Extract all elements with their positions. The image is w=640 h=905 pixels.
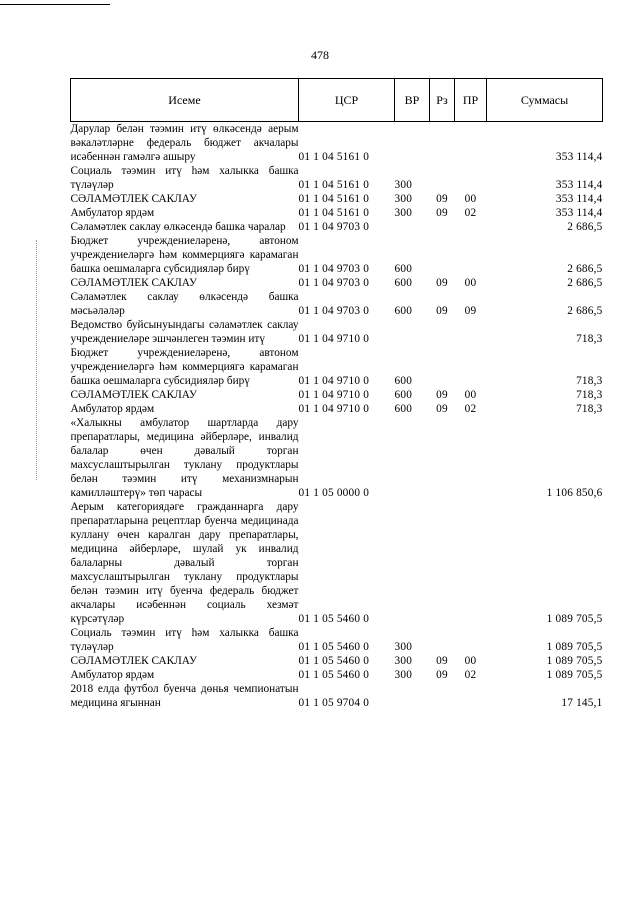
row-sum: 1 089 705,5 — [546, 641, 603, 653]
row-sum: 718,3 — [576, 333, 603, 345]
row-sum: 353 114,4 — [555, 179, 603, 191]
row-rz: 09 — [436, 655, 448, 667]
row-csr: 01 1 04 9710 0 — [298, 375, 370, 387]
row-sum: 353 114,4 — [555, 193, 603, 205]
header-csr: ЦСР — [299, 79, 395, 122]
row-name: Аерым категориядәге гражданнарга дару препаратларына рецептлар буенча медицинада куллану өчен каралган дару препаратлары, медицина әйберләре, шулай ук инвалид балаларны дәвалый торган махсуслаштырылган туклану продуктлары белән тәэмин итү буенча федераль бюджет акчалары исәбеннән социаль хезмәт күрсәтүләр — [70, 501, 299, 625]
top-rule — [0, 4, 110, 5]
row-rz — [430, 318, 455, 346]
header-pr: ПР — [455, 79, 487, 122]
table-row — [71, 276, 603, 290]
row-vr: 600 — [394, 389, 413, 401]
row-name: Ведомство буйсынуындагы сәламәтлек саклау учреждениеләре эшчәнлеген тәэмин итү — [70, 319, 299, 345]
row-name: Амбулатор ярдәм — [70, 669, 155, 681]
row-csr: 01 1 05 9704 0 — [298, 697, 370, 709]
row-name: Дарулар белән тәэмин итү өлкәсендә аерым вәкаләтләрне федераль бюджет акчалары исәбеннән гамәлгә ашыру — [70, 123, 299, 163]
row-pr: 09 — [464, 305, 477, 317]
row-name: Амбулатор ярдәм — [70, 207, 155, 219]
table-row — [71, 346, 603, 388]
row-rz — [430, 122, 455, 165]
row-vr — [395, 122, 430, 165]
row-csr: 01 1 05 0000 0 — [298, 487, 370, 499]
row-vr: 300 — [394, 641, 413, 653]
table-row — [71, 122, 603, 165]
row-pr — [455, 346, 487, 388]
row-pr — [455, 500, 487, 626]
table-row — [71, 164, 603, 192]
row-pr — [455, 122, 487, 165]
header-sum: Суммасы — [487, 79, 603, 122]
row-rz: 09 — [436, 403, 448, 415]
row-rz — [430, 500, 455, 626]
table-row — [71, 402, 603, 416]
row-sum: 1 089 705,5 — [546, 655, 603, 667]
row-sum: 718,3 — [576, 375, 603, 387]
row-sum: 2 686,5 — [567, 277, 603, 289]
row-name: СӘЛАМӘТЛЕК САКЛАУ — [70, 389, 197, 401]
row-vr: 300 — [394, 179, 413, 191]
row-rz: 09 — [436, 193, 448, 205]
page-number: 478 — [311, 48, 329, 62]
row-rz: 09 — [436, 389, 448, 401]
row-csr: 01 1 04 9710 0 — [298, 403, 370, 415]
row-pr — [455, 220, 487, 234]
row-sum: 1 089 705,5 — [546, 669, 603, 681]
row-csr: 01 1 04 5161 0 — [298, 193, 370, 205]
row-rz — [430, 164, 455, 192]
row-name: Социаль тәэмин итү һәм халыкка башка түләүләр — [70, 627, 299, 653]
header-vr: ВР — [395, 79, 430, 122]
table-row — [71, 668, 603, 682]
row-pr: 00 — [464, 655, 477, 667]
row-sum: 353 114,4 — [555, 207, 603, 219]
row-rz — [430, 682, 455, 710]
row-pr: 02 — [464, 669, 477, 681]
table-row — [71, 290, 603, 318]
row-sum: 1 089 705,5 — [546, 613, 603, 625]
row-csr: 01 1 05 5460 0 — [298, 613, 370, 625]
row-name: Бюджет учреждениеләренә, автоном учреждениеләргә һәм коммерциягә карамаган башка оешмаларга субсидияләр бирү — [70, 347, 299, 387]
table-row — [71, 192, 603, 206]
row-pr: 00 — [464, 277, 477, 289]
row-csr: 01 1 04 9703 0 — [298, 221, 370, 233]
row-csr: 01 1 05 5460 0 — [298, 641, 370, 653]
row-vr: 600 — [394, 403, 413, 415]
row-name: Социаль тәэмин итү һәм халыкка башка түләүләр — [70, 165, 299, 191]
row-csr: 01 1 05 5460 0 — [298, 655, 370, 667]
row-vr — [395, 318, 430, 346]
header-name: Исеме — [71, 79, 299, 122]
row-name: Бюджет учреждениеләренә, автоном учреждениеләргә һәм коммерциягә карамаган башка оешмаларга субсидияләр бирү — [70, 235, 299, 275]
header-rz: Рз — [430, 79, 455, 122]
row-rz — [430, 220, 455, 234]
row-pr: 02 — [464, 207, 477, 219]
row-vr — [395, 220, 430, 234]
row-csr: 01 1 04 9703 0 — [298, 277, 370, 289]
table-row — [71, 654, 603, 668]
row-vr: 600 — [394, 277, 413, 289]
row-csr: 01 1 04 9703 0 — [298, 263, 370, 275]
row-pr — [455, 318, 487, 346]
table-row — [71, 220, 603, 234]
row-pr — [455, 416, 487, 500]
row-sum: 1 106 850,6 — [546, 487, 603, 499]
row-name: 2018 елда футбол буенча дөнья чемпионатын медицина ягыннан — [70, 683, 299, 709]
row-pr — [455, 164, 487, 192]
row-rz — [430, 234, 455, 276]
row-vr: 600 — [394, 375, 413, 387]
table-row — [71, 388, 603, 402]
row-csr: 01 1 05 5460 0 — [298, 669, 370, 681]
row-vr: 300 — [394, 207, 413, 219]
row-vr: 300 — [394, 655, 413, 667]
row-name: СӘЛАМӘТЛЕК САКЛАУ — [70, 193, 197, 205]
table-body — [71, 122, 603, 711]
row-vr — [395, 416, 430, 500]
row-name: Амбулатор ярдәм — [70, 403, 155, 415]
row-csr: 01 1 04 9703 0 — [298, 305, 370, 317]
row-pr — [455, 682, 487, 710]
row-sum: 718,3 — [576, 389, 603, 401]
row-sum: 2 686,5 — [567, 305, 603, 317]
table-row — [71, 234, 603, 276]
row-rz: 09 — [436, 207, 448, 219]
row-sum: 2 686,5 — [567, 263, 603, 275]
row-pr: 02 — [464, 403, 477, 415]
table-row — [71, 416, 603, 500]
row-rz: 09 — [436, 669, 448, 681]
table-row — [71, 206, 603, 220]
row-name: СӘЛАМӘТЛЕК САКЛАУ — [70, 277, 197, 289]
table-row — [71, 682, 603, 710]
budget-table — [70, 78, 603, 710]
row-vr: 300 — [394, 669, 413, 681]
row-csr: 01 1 04 9710 0 — [298, 389, 370, 401]
row-pr: 00 — [464, 389, 477, 401]
row-vr — [395, 500, 430, 626]
table-row — [71, 318, 603, 346]
row-name: «Халыкны амбулатор шартларда дару препаратлары, медицина әйберләре, инвалид балалар өчен дәвалый торган махсуслаштырылган туклану продуктлары белән тәэмин итү механизмнарын камилләштерү» төп чарасы — [70, 417, 299, 499]
row-sum: 353 114,4 — [555, 151, 603, 163]
row-rz — [430, 416, 455, 500]
table-row — [71, 626, 603, 654]
row-sum: 718,3 — [576, 403, 603, 415]
row-pr — [455, 234, 487, 276]
row-name: Сәламәтлек саклау өлкәсендә башка мәсьәләләр — [70, 291, 299, 317]
row-csr: 01 1 04 9710 0 — [298, 333, 370, 345]
row-vr: 600 — [394, 305, 413, 317]
table-header-row — [71, 79, 603, 122]
row-sum: 2 686,5 — [567, 221, 603, 233]
row-rz — [430, 626, 455, 654]
margin-dots — [36, 240, 37, 480]
row-vr: 600 — [394, 263, 413, 275]
row-name: СӘЛАМӘТЛЕК САКЛАУ — [70, 655, 197, 667]
row-csr: 01 1 04 5161 0 — [298, 179, 370, 191]
row-csr: 01 1 04 5161 0 — [298, 151, 370, 163]
row-csr: 01 1 04 5161 0 — [298, 207, 370, 219]
row-name: Сәламәтлек саклау өлкәсендә башка чаралар — [70, 221, 286, 233]
row-pr: 00 — [464, 193, 477, 205]
row-vr — [395, 682, 430, 710]
row-rz — [430, 346, 455, 388]
table-row — [71, 500, 603, 626]
row-pr — [455, 626, 487, 654]
row-rz: 09 — [436, 277, 448, 289]
row-rz: 09 — [436, 305, 448, 317]
row-vr: 300 — [394, 193, 413, 205]
row-sum: 17 145,1 — [561, 697, 603, 709]
